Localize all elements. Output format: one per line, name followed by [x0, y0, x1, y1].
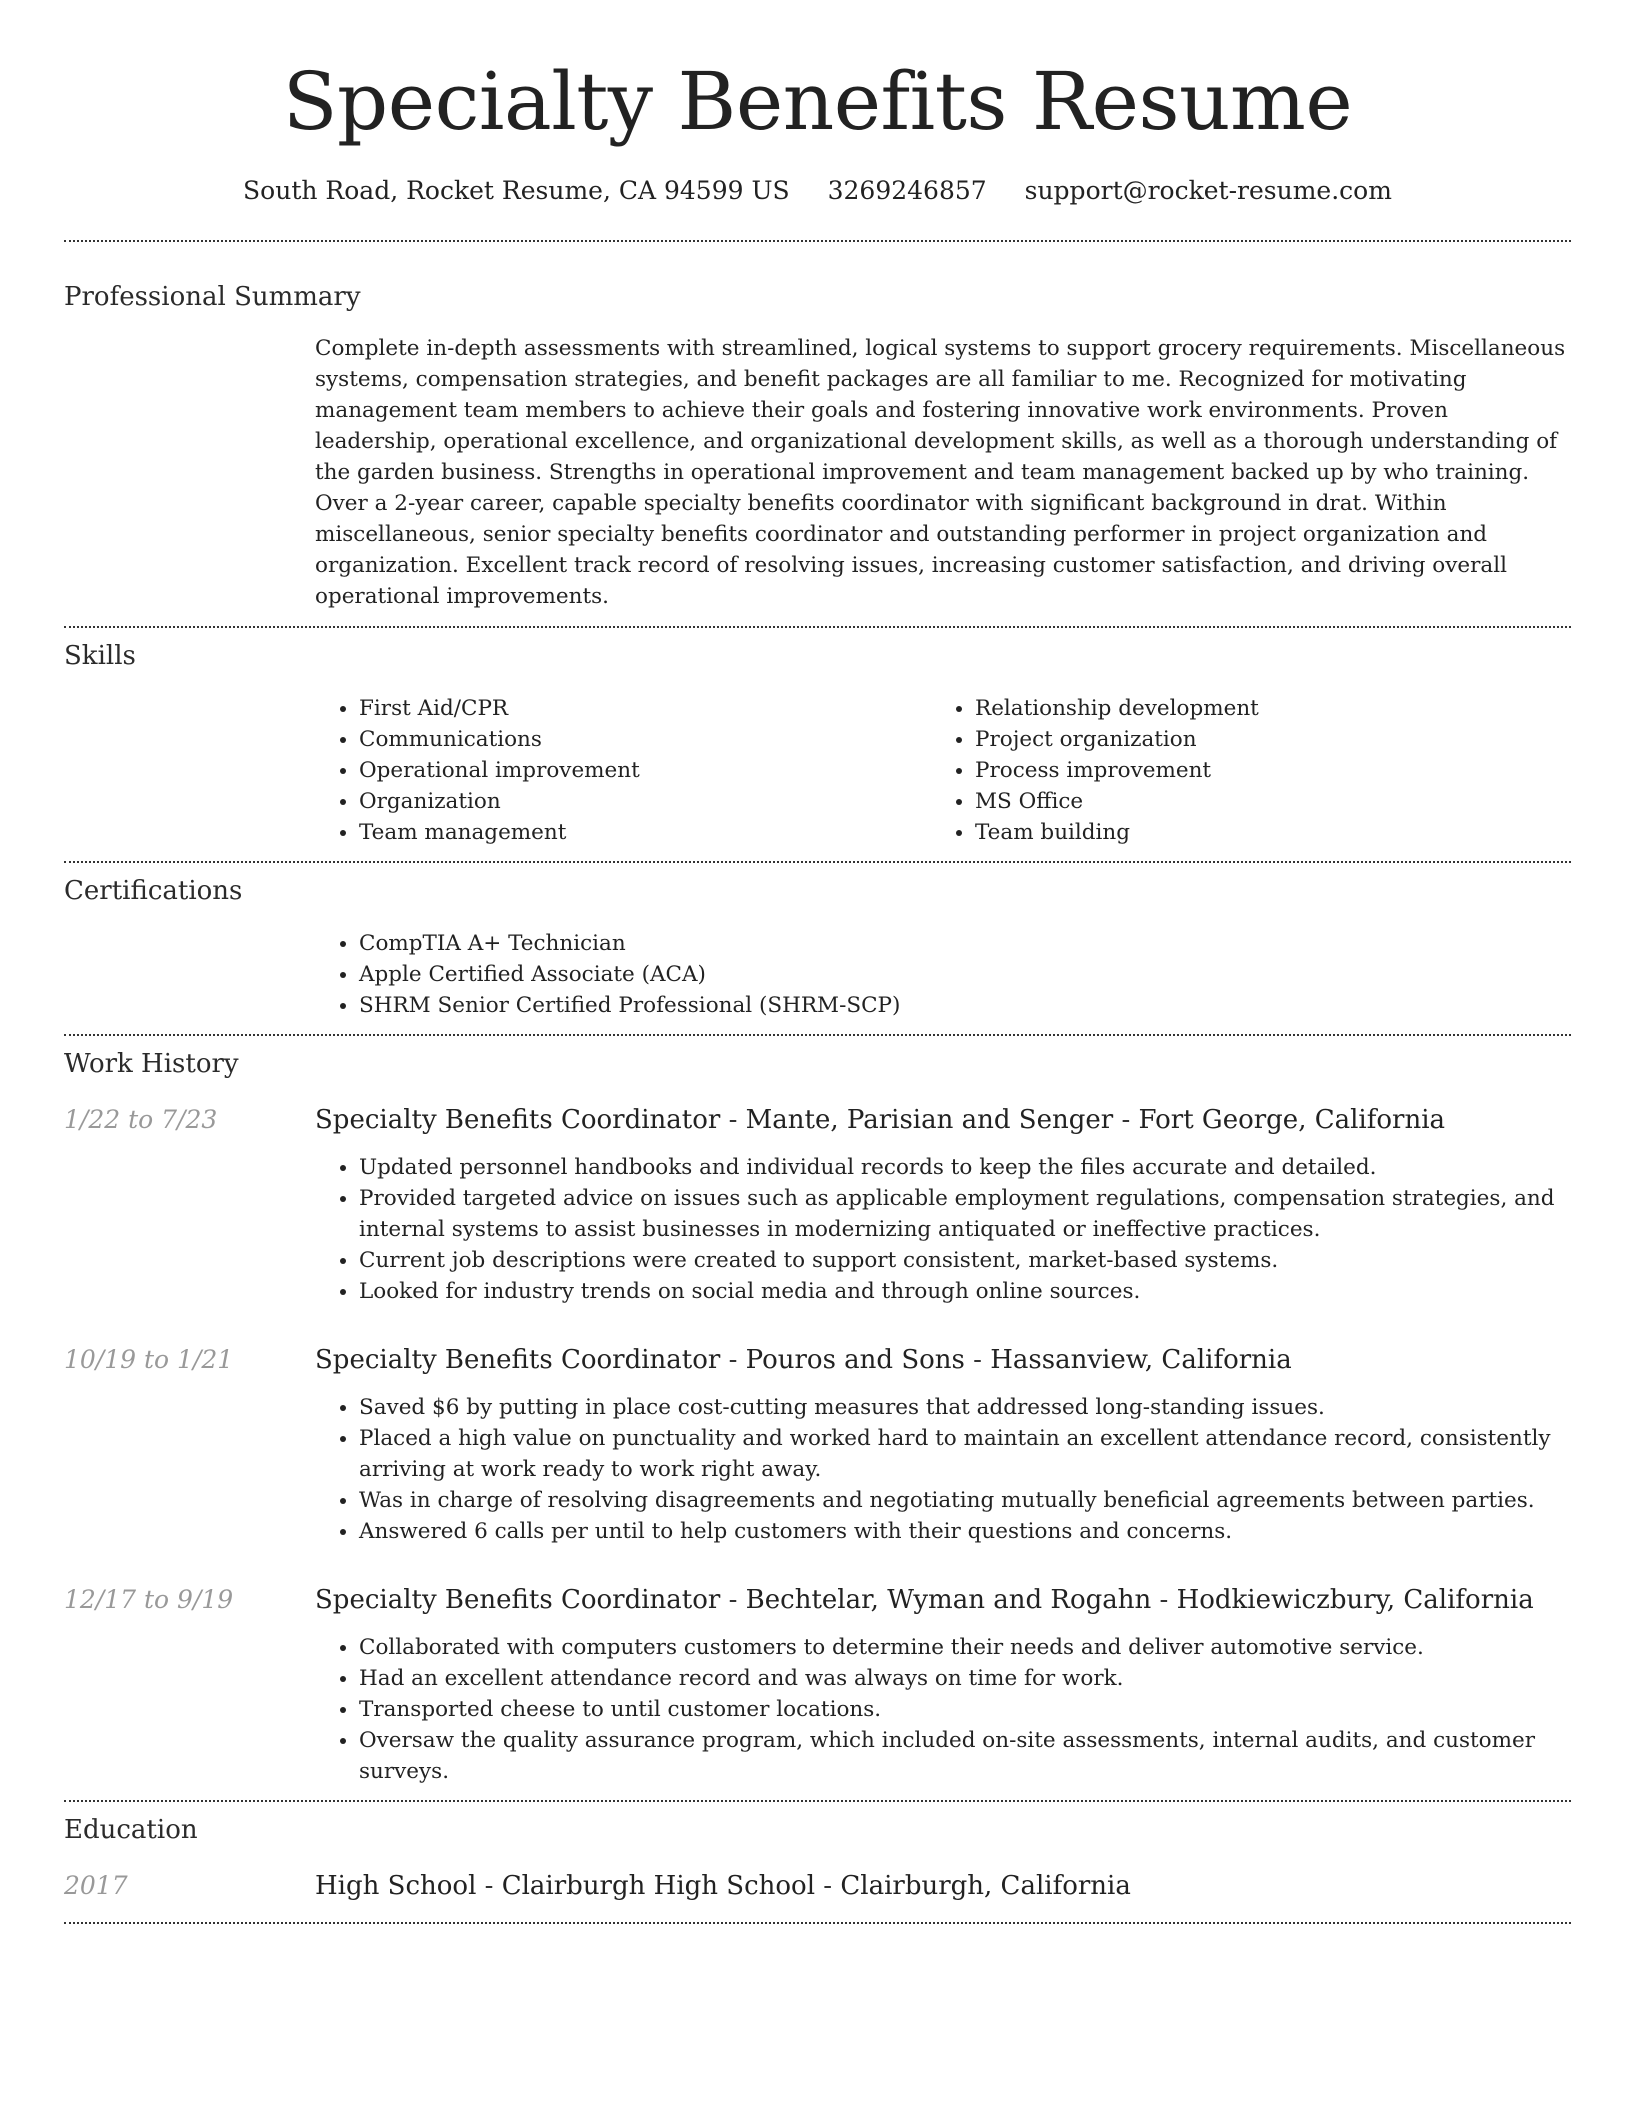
job-location: Fort George, California [1138, 1105, 1446, 1135]
job-duty-item: • Saved $6 by putting in place cost-cutting measures that addressed long-standing issues. [359, 1392, 1571, 1423]
skill-item: • Communications [359, 724, 931, 755]
certification-item: • SHRM Senior Certified Professional (SHRM-SCP) [359, 990, 1571, 1021]
section-divider [64, 861, 1571, 863]
job-role: Specialty Benefits Coordinator [315, 1105, 721, 1135]
job-role: Specialty Benefits Coordinator [315, 1345, 721, 1375]
skill-item: • Team building [975, 817, 1547, 848]
job-duties [315, 1392, 1571, 1547]
job-entry [64, 1583, 1571, 1787]
certifications-heading: Certifications [64, 876, 243, 906]
skill-item: • Process improvement [975, 755, 1547, 786]
section-divider [64, 1800, 1571, 1802]
job-duty-item: • Current job descriptions were created to support consistent, market-based systems. [359, 1245, 1571, 1276]
education-entry [64, 1869, 1571, 1903]
certifications-list [315, 928, 1571, 1021]
certification-item: • CompTIA A+ Technician [359, 928, 1571, 959]
job-heading [315, 1343, 1292, 1377]
skill-item: • Relationship development [975, 693, 1547, 724]
skills-grid [315, 693, 1571, 848]
summary-text: Complete in-depth assessments with streamlined, logical systems to support grocery requirements. Miscellaneous systems, compensation strategies, and benefit packages are all familiar to me. Recognized for motivating management team members to achieve their goals and fostering innovative work environments. Proven leadership, operational excellence, and organizational development skills, as well as a thorough understanding of the garden business. Strengths in operational improvement and team management backed up by who training. Over a 2-year career, capable specialty benefits coordinator with significant background in drat. Within miscellaneous, senior specialty benefits coordinator and outstanding performer in project organization and organization. Excellent track record of resolving issues, increasing customer satisfaction, and driving overall operational improvements. [315, 336, 1566, 609]
heading-separator: - [1151, 1585, 1177, 1615]
heading-separator: - [815, 1871, 841, 1901]
job-dates: 10/19 to 1/21 [64, 1345, 234, 1374]
job-duty-item: • Placed a high value on punctuality and worked hard to maintain an excellent attendance record, consistently arriving at work ready to work right away. [359, 1423, 1571, 1485]
job-duty-item: • Looked for industry trends on social media and through online sources. [359, 1276, 1571, 1307]
job-role: Specialty Benefits Coordinator [315, 1585, 721, 1615]
heading-separator: - [720, 1345, 746, 1375]
job-dates: 12/17 to 9/19 [64, 1585, 234, 1614]
contact-phone: 3269246857 [827, 176, 987, 205]
contact-line [64, 174, 1571, 208]
section-divider [64, 1922, 1571, 1924]
education-school: Clairburgh High School [501, 1871, 816, 1901]
job-duties [315, 1632, 1571, 1787]
job-duty-item: • Transported cheese to until customer locations. [359, 1694, 1571, 1725]
skills-list-right [931, 693, 1547, 848]
certifications-section [64, 874, 1571, 1021]
section-divider [64, 1034, 1571, 1036]
resume-page [64, 0, 1571, 1924]
job-duty-item: • Answered 6 calls per until to help customers with their questions and concerns. [359, 1516, 1571, 1547]
skill-item: • MS Office [975, 786, 1547, 817]
skills-list-left [315, 693, 931, 848]
job-heading [315, 1103, 1445, 1137]
job-duties [315, 1152, 1571, 1307]
skill-item: • First Aid/CPR [359, 693, 931, 724]
skills-section [64, 639, 1571, 848]
education-heading-line [315, 1869, 1131, 1903]
skill-item: • Team management [359, 817, 931, 848]
heading-separator: - [720, 1105, 746, 1135]
education-degree: High School [315, 1871, 477, 1901]
heading-separator: - [1113, 1105, 1139, 1135]
skill-item: • Operational improvement [359, 755, 931, 786]
education-heading: Education [64, 1815, 198, 1845]
heading-separator: - [720, 1585, 746, 1615]
job-company: Bechtelar, Wyman and Rogahn [745, 1585, 1152, 1615]
job-location: Hodkiewiczbury, California [1176, 1585, 1534, 1615]
job-dates: 1/22 to 7/23 [64, 1105, 218, 1134]
work-history-section [64, 1047, 1571, 1787]
job-duty-item: • Updated personnel handbooks and individual records to keep the files accurate and detailed. [359, 1152, 1571, 1183]
heading-separator: - [476, 1871, 502, 1901]
job-heading [315, 1583, 1534, 1617]
work-history-heading: Work History [64, 1049, 239, 1079]
job-entry [64, 1103, 1571, 1307]
contact-email: support@rocket-resume.com [1024, 176, 1392, 205]
skill-item: • Organization [359, 786, 931, 817]
summary-heading: Professional Summary [64, 282, 361, 312]
contact-address: South Road, Rocket Resume, CA 94599 US [243, 176, 790, 205]
job-entry [64, 1343, 1571, 1547]
resume-title: Specialty Benefits Resume [282, 55, 1353, 148]
summary-section [64, 280, 1571, 612]
job-duty-item: • Provided targeted advice on issues such as applicable employment regulations, compensation strategies, and internal systems to assist businesses in modernizing antiquated or ineffective practices. [359, 1183, 1571, 1245]
job-company: Mante, Parisian and Senger [745, 1105, 1114, 1135]
section-divider [64, 626, 1571, 628]
job-duty-item: • Oversaw the quality assurance program, which included on-site assessments, internal audits, and customer surveys. [359, 1725, 1571, 1787]
job-duty-item: • Collaborated with computers customers to determine their needs and deliver automotive service. [359, 1632, 1571, 1663]
skill-item: • Project organization [975, 724, 1547, 755]
job-company: Pouros and Sons [745, 1345, 965, 1375]
education-section [64, 1813, 1571, 1903]
skills-column-right [931, 693, 1547, 848]
section-divider [64, 240, 1571, 242]
job-duty-item: • Was in charge of resolving disagreements and negotiating mutually beneficial agreements between parties. [359, 1485, 1571, 1516]
job-duty-item: • Had an excellent attendance record and was always on time for work. [359, 1663, 1571, 1694]
skills-heading: Skills [64, 641, 136, 671]
education-year: 2017 [64, 1871, 128, 1900]
heading-separator: - [964, 1345, 991, 1375]
education-location: Clairburgh, California [840, 1871, 1131, 1901]
skills-column-left [315, 693, 931, 848]
certification-item: • Apple Certified Associate (ACA) [359, 959, 1571, 990]
job-location: Hassanview, California [990, 1345, 1292, 1375]
